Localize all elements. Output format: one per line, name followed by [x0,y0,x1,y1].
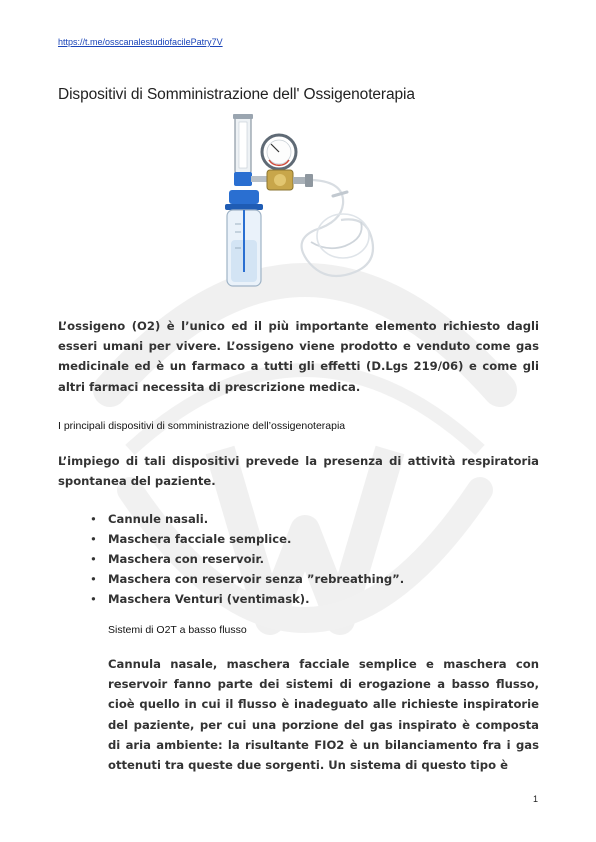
usage-paragraph: L’impiego di tali dispositivi prevede la presenza di attività respiratoria spontanea del paziente. [58,454,539,489]
low-flow-paragraph: Cannula nasale, maschera facciale semplice e maschera con reservoir fanno parte dei sistemi di erogazione a basso flusso, cioè quello in cui il flusso è inadeguato alle richieste inspiratorie del paziente, per cui una porzione del gas inspirato è composta di aria ambiente: la risultante FIO2 è un bilanciamento fra i gas ottenuti tra queste due sorgenti. Un sistema di questo tipo è [108,657,539,773]
bullet: • [90,572,97,586]
list-item [90,589,404,609]
bullet: • [90,512,97,526]
document-title: Dispositivi di Somministrazione dell' Ossigenoterapia [58,86,415,103]
page-number: 1 [533,794,539,804]
bullet: • [90,552,97,566]
bullet: • [90,532,97,546]
list-item-text: Maschera con reservoir senza ”rebreathing”. [108,572,405,586]
list-item [90,529,404,549]
bullet: • [90,592,97,606]
list-item-text: Cannule nasali. [108,512,209,526]
device-list [90,509,404,609]
intro-paragraph: L’ossigeno (O2) è l’unico ed il più importante elemento richiesto dagli esseri umani per vivere. L’ossigeno viene prodotto e venduto come gas medicinale ed è un farmaco a tutti gli effetti (D.Lgs 219/06) e come gli altri farmaci necessita di prescrizione medica. [58,319,539,394]
list-item-text: Maschera Venturi (ventimask). [108,592,310,606]
oxygen-device-image [215,112,385,297]
list-item [90,569,404,589]
list-item [90,549,404,569]
subheading-low-flow: Sistemi di O2T a basso flusso [108,624,247,636]
list-item [90,509,404,529]
telegram-channel-link[interactable]: https://t.me/osscanalestudiofacilePatry7V [58,37,223,47]
section-heading: I principali dispositivi di somministrazione dell’ossigenoterapia [58,420,346,432]
list-item-text: Maschera con reservoir. [108,552,264,566]
list-item-text: Maschera facciale semplice. [108,532,292,546]
